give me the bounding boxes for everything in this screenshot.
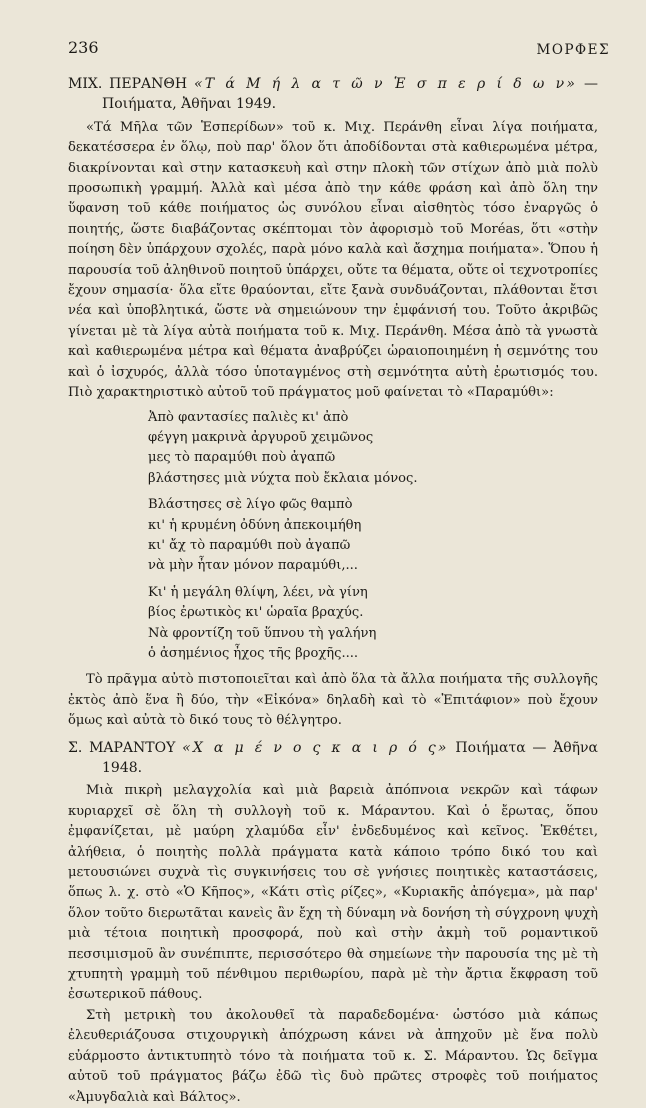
poem-line: Νὰ φροντίζη τοῦ ὕπνου τὴ γαλήνη — [148, 625, 377, 641]
poem-line: ὁ ἀσημένιος ἦχος τῆς βροχῆς.... — [148, 645, 359, 661]
poem-line: βίος ἐρωτικὸς κι' ὡραῖα βραχύς. — [148, 605, 364, 621]
review2-author: Σ. ΜΑΡΑΝΤΟΥ — [68, 739, 176, 756]
page-number: 236 — [68, 38, 99, 57]
review1-heading — [68, 74, 598, 115]
poem-stanza-3 — [148, 583, 598, 665]
poem-line: κι' ἡ κρυμένη ὀδύνη ἀπεκοιμήθη — [148, 517, 362, 533]
review2-paragraph-2: Στὴ μετρικὴ του ἀκολουθεῖ τὰ παραδεδομένα· ὡστόσο μιὰ κάπως ἐλευθεριάζουσα στιχουργικὴ ἀπόχρωση κάνει νὰ ἀπηχοῦν μὲ ἕνα πολὺ εὐάρμοστο ἀντικτυπητὸ τόνο τὰ ποιήματα τοῦ κ. Σ. Μάραντου. Ὡς δεῖγμα αὐτοῦ τοῦ πράγματος βάζω ἐδῶ τὶς δυὸ πρῶτες στροφὲς τοῦ ποιήματος «Ἀμυγδαλιὰ καὶ Βάλτος». — [68, 1007, 598, 1105]
poem-line: βλάστησες μιὰ νύχτα ποὺ ἔκλαια μόνος. — [148, 470, 418, 486]
text-column — [68, 74, 598, 1108]
review2-heading — [68, 738, 598, 779]
review1-publication: — Ποιήματα, Ἀθῆναι 1949. — [102, 76, 598, 113]
poem-line: κι' ἄχ τὸ παραμύθι ποὺ ἀγαπῶ — [148, 537, 351, 553]
review1-book-title: «Τ ά Μ ή λ α τ ῶ ν Ἑ σ π ε ρ ί δ ω ν» — [193, 76, 578, 92]
poem-stanza-2 — [148, 495, 598, 577]
poem-stanza-1 — [148, 408, 598, 490]
poem-line: Βλάστησες σὲ λίγο φῶς θαμπὸ — [148, 497, 353, 513]
poem-line: φέγγη μακρινὰ ἀργυροῦ χειμῶνος — [148, 429, 374, 445]
poem-line: Ἀπὸ φαντασίες παλιὲς κι' ἀπὸ — [148, 409, 349, 425]
review1-poem — [148, 408, 598, 665]
poem-line: νὰ μὴν ἦταν μόνον παραμύθι,... — [148, 558, 358, 574]
review2-publication: Ποιήματα — Ἀθῆνα 1948. — [102, 739, 598, 776]
running-title: ΜΟΡΦΕΣ — [536, 42, 610, 58]
review2-book-title: «Χ α μ έ ν ο ς κ α ι ρ ό ς» — [182, 739, 449, 756]
poem-line: μες τὸ παραμύθι ποὺ ἀγαπῶ — [148, 450, 336, 466]
review1-author: ΜΙΧ. ΠΕΡΑΝΘΗ — [68, 76, 188, 92]
poem-line: Κι' ἡ μεγάλη θλίψη, λέει, νὰ γίνη — [148, 584, 368, 600]
review2-paragraph-1: Μιὰ πικρὴ μελαγχολία καὶ μιὰ βαρειὰ ἀπόπνοια νεκρῶν καὶ τάφων κυριαρχεῖ σὲ ὅλη τὴ συλλογὴ τοῦ κ. Μάραντου. Καὶ ὁ ἔρωτας, ὅπου ἐμφανίζεται, μὲ μαύρη χλαμύδα εἶν' ἐνδεδυμένος καὶ κεῖνος. Ἐκθέτει, ἀλήθεια, ὁ ποιητὴς πολλὰ πράγματα κατὰ κάποιο τρόπο δικό του καὶ μετουσιώνει συχνὰ τὶς συγκινήσεις του σὲ γνήσιες ποιητικὲς καταστάσεις, ὅπως λ. χ. στὸ «Ὁ Κῆπος», «Κάτι στὶς ρίζες», «Κυριακῆς ἀπόγεμα», μὰ παρ' ὅλον τοῦτο διερωτᾶται κανεὶς ἂν ἔχη τὴ δύναμη νὰ δονήση τὴ σύγχρονη ψυχὴ μιὰ τέτοια ποιητικὴ προσφορά, ποὺ καὶ στὴν ἀκμὴ τοῦ ρομαντικοῦ πεσσιμισμοῦ ἂν συνέπιπτε, περισσότερο θὰ σημείωνε τὴν παρουσία της μὲ τὴ χτυπητὴ γραμμὴ τοῦ πένθιμου περιθωρίου, παρὰ μὲ τὴν ἄρτια ἔκφραση τοῦ ἐσωτερικοῦ πάθους. — [68, 783, 598, 1003]
review1-paragraph-2: Τὸ πρᾶγμα αὐτὸ πιστοποιεῖται καὶ ἀπὸ ὅλα τὰ ἄλλα ποιήματα τῆς συλλογῆς ἐκτὸς ἀπὸ ἕνα ἢ δύο, τὴν «Εἰκόνα» δηλαδὴ καὶ τὸ «Ἐπιτάφιον» ποὺ ἔχουν ὅμως καὶ αὐτὰ τὸ δικό τους τὸ θέλγητρο. — [68, 672, 598, 729]
review1-paragraph-1: «Τά Μῆλα τῶν Ἑσπερίδων» τοῦ κ. Μιχ. Περάνθη εἶναι λίγα ποιήματα, δεκατέσσερα ἐν ὅλῳ, ποὺ παρ' ὅλον ὅτι ἀποδίδονται στὰ καθιερωμένα μέτρα, διακρίνονται καὶ στην κατασκευὴ καὶ στην πλοκὴ τῶν στίχων ἀπὸ μιὰ πολὺ προσωπικὴ γραμμή. Ἀλλὰ καὶ μέσα ἀπὸ την κάθε φράση καὶ ἀπὸ ὅλη την ὕφανση τοῦ κάθε ποιήματος ὡς συνόλου εἶναι αἰσθητὸς τόσο ἐναργῶς ὁ ποιητής, ὥστε διαβάζοντας σκέπτομαι τὸν ἀφορισμὸ τοῦ Moréas, ὅτι «στὴν ποίηση δὲν ὑπάρχουν σχολές, παρὰ μόνο καλὰ καὶ ἄσχημα ποιήματα». Ὅπου ἡ παρουσία τοῦ ἀληθινοῦ ποιητοῦ ὑπάρχει, οὔτε τα θέματα, οὔτε οἱ τεχνοτροπίες ἔχουν σημασία· ὅλα εἴτε θραύονται, εἴτε ξανὰ συνδυάζονται, πλάθονται ἔτσι νέα καὶ ὑποβλητικά, ὥστε νὰ σημειώνουν την ἐμφάνισή του. Τοῦτο ἀκριβῶς γίνεται μὲ τὰ λίγα αὐτὰ ποιήματα τοῦ κ. Μιχ. Περάνθη. Μέσα ἀπὸ τὰ γνωστὰ καὶ καθιερωμένα μέτρα καὶ θέματα ἀναβρύζει ὡραιοποιημένη ἡ σεμνότης του καὶ ὁ ἰσχυρός, ἀλλὰ τόσο ὑποταγμένος στὴ σεμνότητα αὐτὴ ἐρωτισμός του. Πιὸ χαρακτηριστικὸ αὐτοῦ τοῦ πράγματος μοῦ φαίνεται τὸ «Παραμύθι»: — [68, 119, 598, 401]
